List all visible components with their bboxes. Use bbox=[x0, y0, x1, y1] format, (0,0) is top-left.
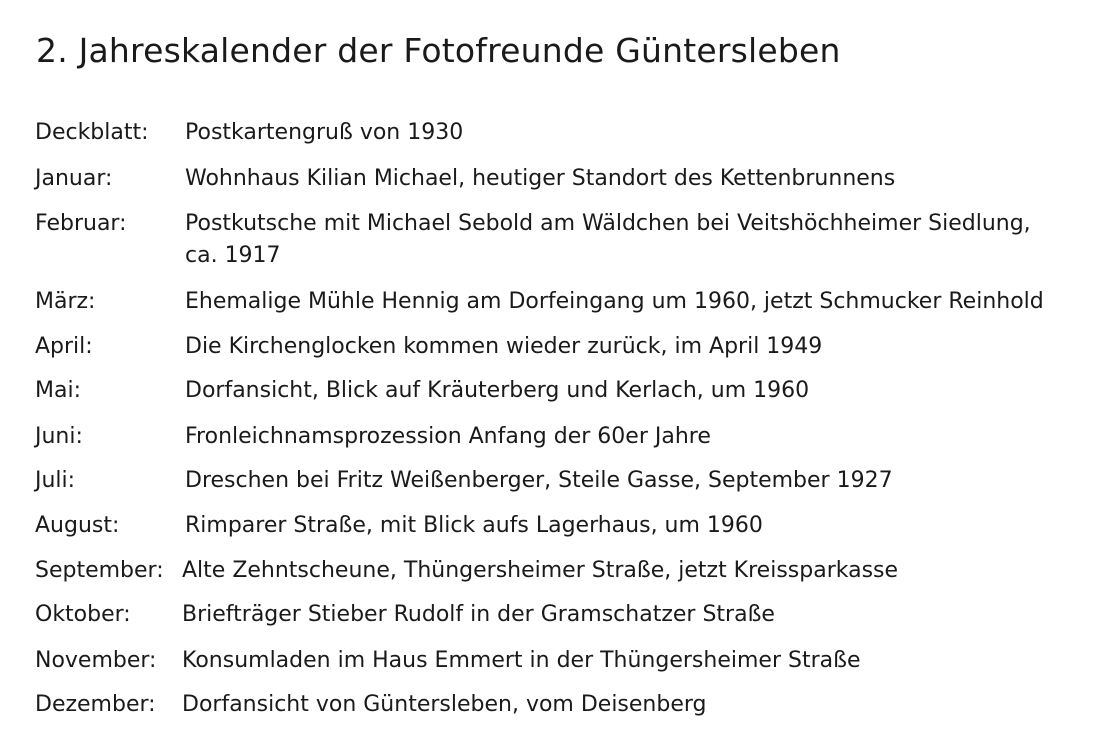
entry-text: Alte Zehntscheune, Thüngersheimer Straße, jetzt Kreissparkasse bbox=[182, 558, 899, 583]
entry-text: Wohnhaus Kilian Michael, heutiger Standort des Kettenbrunnens bbox=[185, 166, 896, 191]
entry-label: Mai: bbox=[35, 378, 81, 403]
entry-label: September: bbox=[35, 558, 164, 583]
entry-text-line2: ca. 1917 bbox=[185, 243, 281, 268]
entry-text bbox=[185, 208, 1085, 272]
entry-text: Postkartengruß von 1930 bbox=[185, 120, 464, 145]
entry-label: Deckblatt: bbox=[35, 120, 149, 145]
entry-label: Juli: bbox=[35, 468, 76, 493]
entry-text: Ehemalige Mühle Hennig am Dorfeingang um 1960, jetzt Schmucker Reinhold bbox=[185, 289, 1044, 314]
entry-text: Rimparer Straße, mit Blick aufs Lagerhaus, um 1960 bbox=[185, 513, 763, 538]
entry-text: Dorfansicht, Blick auf Kräuterberg und Kerlach, um 1960 bbox=[185, 378, 810, 403]
entry-text: Fronleichnamsprozession Anfang der 60er Jahre bbox=[185, 424, 711, 449]
entry-label: Februar: bbox=[35, 211, 127, 236]
entry-label: Oktober: bbox=[35, 602, 131, 627]
entry-text: Dreschen bei Fritz Weißenberger, Steile Gasse, September 1927 bbox=[185, 468, 893, 493]
entry-text: Briefträger Stieber Rudolf in der Gramschatzer Straße bbox=[182, 602, 775, 627]
entry-label: April: bbox=[35, 334, 93, 359]
entry-label: Januar: bbox=[35, 166, 113, 191]
entry-text: Dorfansicht von Güntersleben, vom Deisenberg bbox=[182, 692, 707, 717]
entry-label: August: bbox=[35, 513, 120, 538]
entry-label: November: bbox=[35, 648, 157, 673]
entry-label: Juni: bbox=[35, 424, 83, 449]
entry-text-line1: Postkutsche mit Michael Sebold am Wäldchen bei Veitshöchheimer Siedlung, bbox=[185, 211, 1031, 236]
page-title: 2. Jahreskalender der Fotofreunde Güntersleben bbox=[36, 31, 841, 70]
entry-text: Konsumladen im Haus Emmert in der Thüngersheimer Straße bbox=[182, 648, 861, 673]
entry-label: Dezember: bbox=[35, 692, 156, 717]
entry-text: Die Kirchenglocken kommen wieder zurück, im April 1949 bbox=[185, 334, 823, 359]
entry-label: März: bbox=[35, 289, 96, 314]
